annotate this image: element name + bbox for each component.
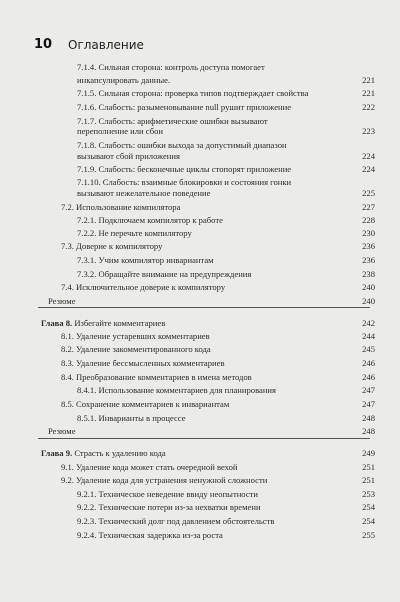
- toc-page-number: 221: [362, 88, 375, 99]
- toc-entry: [77, 227, 375, 239]
- toc-entry-title: 7.1.8. Слабость: ошибки выхода за допустимый диапазон: [77, 140, 287, 151]
- toc-page-number: 247: [362, 385, 375, 396]
- toc-entry: [61, 371, 375, 383]
- toc-page-number: 251: [362, 475, 375, 486]
- toc-entry: [77, 87, 375, 99]
- toc-page-number: 230: [362, 227, 375, 238]
- toc-entry-title: [41, 447, 166, 459]
- toc-entry-title: инкапсулировать данные.: [77, 75, 171, 86]
- toc-entry: [77, 384, 375, 396]
- toc-entry: [61, 357, 375, 369]
- toc-entry-title: 9.2.3. Технический долг под давлением обстоятельств: [77, 515, 275, 526]
- toc-entry: [77, 101, 375, 113]
- toc-entry: [77, 488, 375, 500]
- toc-entry-title: вызывают сбой приложения: [77, 150, 180, 161]
- toc-entry-title: 8.2. Удаление закомментированного кода: [61, 344, 211, 355]
- toc-entry: [77, 187, 375, 199]
- toc-entry: [48, 425, 375, 437]
- toc-entry-title: 9.1. Удаление кода может стать очередной вехой: [61, 462, 238, 473]
- toc-page-number: 247: [362, 398, 375, 409]
- toc-entry: [77, 214, 375, 226]
- chapter-divider: [38, 307, 370, 308]
- toc-page-number: 254: [362, 515, 375, 526]
- toc-page-number: 227: [362, 201, 375, 212]
- toc-page-number: 222: [362, 102, 375, 113]
- page-number: 10: [34, 37, 53, 52]
- chapter-divider: [38, 438, 370, 439]
- toc-entry: [61, 330, 375, 342]
- toc-page-number: 240: [362, 295, 375, 306]
- toc-entry: [61, 461, 375, 473]
- toc-entry-title: Резюме: [48, 295, 76, 306]
- toc-entry-title: 9.2.1. Техническое неведение ввиду неопытности: [77, 488, 258, 499]
- toc-page-number: 240: [362, 282, 375, 293]
- toc-entry-title: 7.4. Исключительное доверие к компилятору: [61, 282, 226, 293]
- toc-entry-title: 7.3.1. Учим компилятор инвариантам: [77, 255, 214, 266]
- toc-entry-title: 7.3.2. Обращайте внимание на предупреждения: [77, 269, 252, 280]
- toc-page-number: 242: [362, 317, 375, 328]
- toc-entry-title: 9.2.4. Техническая задержка из-за роста: [77, 529, 223, 540]
- toc-entry-title: 7.1.7. Слабость: арифметические ошибки вызывают: [77, 116, 268, 127]
- toc-entry: [77, 150, 375, 162]
- toc-entry: [77, 412, 375, 424]
- toc-entry: [77, 74, 375, 86]
- toc-entry-title: 8.3. Удаление бессмысленных комментариев: [61, 358, 225, 369]
- toc-page-number: 246: [362, 372, 375, 383]
- toc-page-number: 246: [362, 358, 375, 369]
- chapter-label: Глава 9.: [41, 448, 73, 459]
- toc-page-number: 221: [362, 75, 375, 86]
- toc-entry: [61, 240, 375, 252]
- toc-entry-title: 8.5. Сохранение комментариев к инвариантам: [61, 398, 230, 409]
- chapter-label: Глава 8.: [41, 317, 73, 328]
- toc-entry: [77, 61, 375, 73]
- toc-entry-title: 8.5.1. Инварианты в процессе: [77, 412, 186, 423]
- toc-page-number: 236: [362, 255, 375, 266]
- toc-entry-title: вызывают нежелательное поведение: [77, 187, 211, 198]
- toc-entry: [61, 474, 375, 486]
- toc-page-number: 249: [362, 448, 375, 459]
- toc-entry: [61, 281, 375, 293]
- toc-page-number: 224: [362, 163, 375, 174]
- toc-entry-title: 7.2.2. Не перечьте компилятору: [77, 227, 192, 238]
- toc-entry-title: 7.1.5. Сильная сторона: проверка типов подтверждает свойства: [77, 88, 309, 99]
- toc-page-number: 248: [362, 412, 375, 423]
- toc-entry-title: 7.1.10. Слабость: взаимные блокировки и состояния гонки: [77, 177, 292, 188]
- toc-page-number: 223: [362, 126, 375, 137]
- toc-entry-title: 8.1. Удаление устаревших комментариев: [61, 331, 210, 342]
- toc-entry: [77, 268, 375, 280]
- toc-page-number: 253: [362, 488, 375, 499]
- toc-page-number: 244: [362, 331, 375, 342]
- toc-entry: [77, 125, 375, 137]
- toc-entry-title: 7.1.6. Слабость: разыменовывание null рушит приложение: [77, 102, 292, 113]
- toc-entry: [77, 515, 375, 527]
- toc-chapter-entry: [41, 317, 375, 329]
- toc-page-number: 238: [362, 269, 375, 280]
- toc-chapter-entry: [41, 447, 375, 459]
- toc-entry: [61, 398, 375, 410]
- toc-entry: [77, 254, 375, 266]
- toc-entry-title: Резюме: [48, 425, 76, 436]
- toc-entry-title: 7.2. Использование компилятора: [61, 201, 181, 212]
- running-title: Оглавление: [68, 38, 144, 52]
- toc-entry: [61, 343, 375, 355]
- chapter-title: Избегайте комментариев: [74, 317, 166, 328]
- toc-entry-title: 9.2.2. Технические потери из-за нехватки времени: [77, 501, 261, 512]
- toc-entry-title: [41, 317, 165, 329]
- toc-page-number: 255: [362, 529, 375, 540]
- toc-page-number: 248: [362, 425, 375, 436]
- toc-entry: [77, 501, 375, 513]
- toc-entry-title: 8.4.1. Использование комментариев для планирования: [77, 385, 276, 396]
- toc-page-number: 228: [362, 214, 375, 225]
- toc-entry-title: 8.4. Преобразование комментариев в имена методов: [61, 372, 252, 383]
- toc-page-number: 236: [362, 241, 375, 252]
- toc-page-number: 224: [362, 150, 375, 161]
- chapter-title: Страсть к удалению кода: [74, 448, 166, 459]
- toc-page-number: 225: [362, 187, 375, 198]
- toc-entry-title: 7.1.9. Слабость: бесконечные циклы стопорят приложение: [77, 163, 292, 174]
- toc-entry-title: 9.2. Удаление кода для устранения ненужной сложности: [61, 475, 268, 486]
- toc-entry-title: переполнение или сбои: [77, 126, 163, 137]
- toc-entry-title: 7.1.4. Сильная сторона: контроль доступа помогает: [77, 61, 265, 72]
- toc-entry: [77, 529, 375, 541]
- toc-page-number: 245: [362, 344, 375, 355]
- toc-entry: [48, 295, 375, 307]
- toc-page-number: 254: [362, 501, 375, 512]
- toc-entry-title: 7.2.1. Подключаем компилятор к работе: [77, 214, 223, 225]
- toc-entry: [61, 201, 375, 213]
- toc-page-number: 251: [362, 462, 375, 473]
- toc-entry-title: 7.3. Доверие к компилятору: [61, 241, 163, 252]
- toc-entry: [77, 163, 375, 175]
